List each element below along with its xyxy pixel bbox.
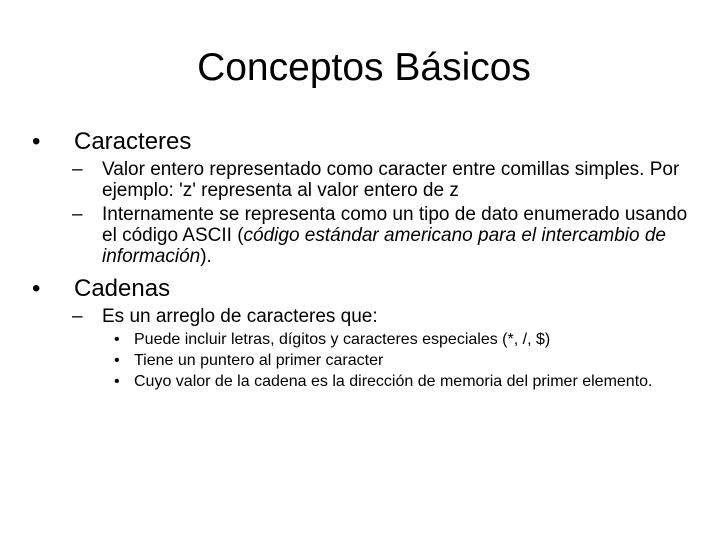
subbullet-arreglo <box>32 306 692 327</box>
bullet-dot-icon: • <box>114 352 120 369</box>
dash-icon: – <box>72 204 83 225</box>
subbullet-text <box>102 204 687 267</box>
bullet-dot-icon: • <box>32 128 41 155</box>
subbullet-text-plain: Internamente se representa como un tipo de dato enumerado usando el código ASCII ( <box>102 204 688 246</box>
bullet-caracteres <box>32 127 692 157</box>
subbullet-text: Es un arreglo de caracteres que: <box>102 306 378 327</box>
slide-title: Conceptos Básicos <box>197 46 531 89</box>
sub-subbullet-text: Tiene un puntero al primer caracter <box>134 352 384 369</box>
heading-cadenas: Cadenas <box>74 275 171 302</box>
dash-icon: – <box>72 306 83 327</box>
bullet-cadenas <box>32 274 692 304</box>
sub-subbullet-letras <box>32 330 692 349</box>
slide-content <box>32 127 692 393</box>
subbullet-text: Valor entero representado como caracter entre comillas simples. Por ejemplo: 'z' representa al valor entero de z <box>102 159 680 201</box>
bullet-dot-icon: • <box>114 373 120 390</box>
dash-icon: – <box>72 159 83 180</box>
sub-subbullet-text: Puede incluir letras, dígitos y caracteres especiales (*, /, $) <box>134 331 551 348</box>
bullet-dot-icon: • <box>114 331 120 348</box>
subbullet-text-italic: código estándar americano para el intercambio de información <box>102 225 667 267</box>
sub-subbullet-puntero <box>32 351 692 370</box>
subbullet-internamente <box>32 204 692 267</box>
sub-subbullet-valor-cadena <box>32 372 692 391</box>
subbullet-valor-entero <box>32 159 692 201</box>
bullet-dot-icon: • <box>32 275 41 302</box>
sub-subbullet-text: Cuyo valor de la cadena es la dirección de memoria del primer elemento. <box>134 373 653 390</box>
subbullet-text-end: ). <box>200 246 212 267</box>
heading-caracteres: Caracteres <box>74 128 192 155</box>
